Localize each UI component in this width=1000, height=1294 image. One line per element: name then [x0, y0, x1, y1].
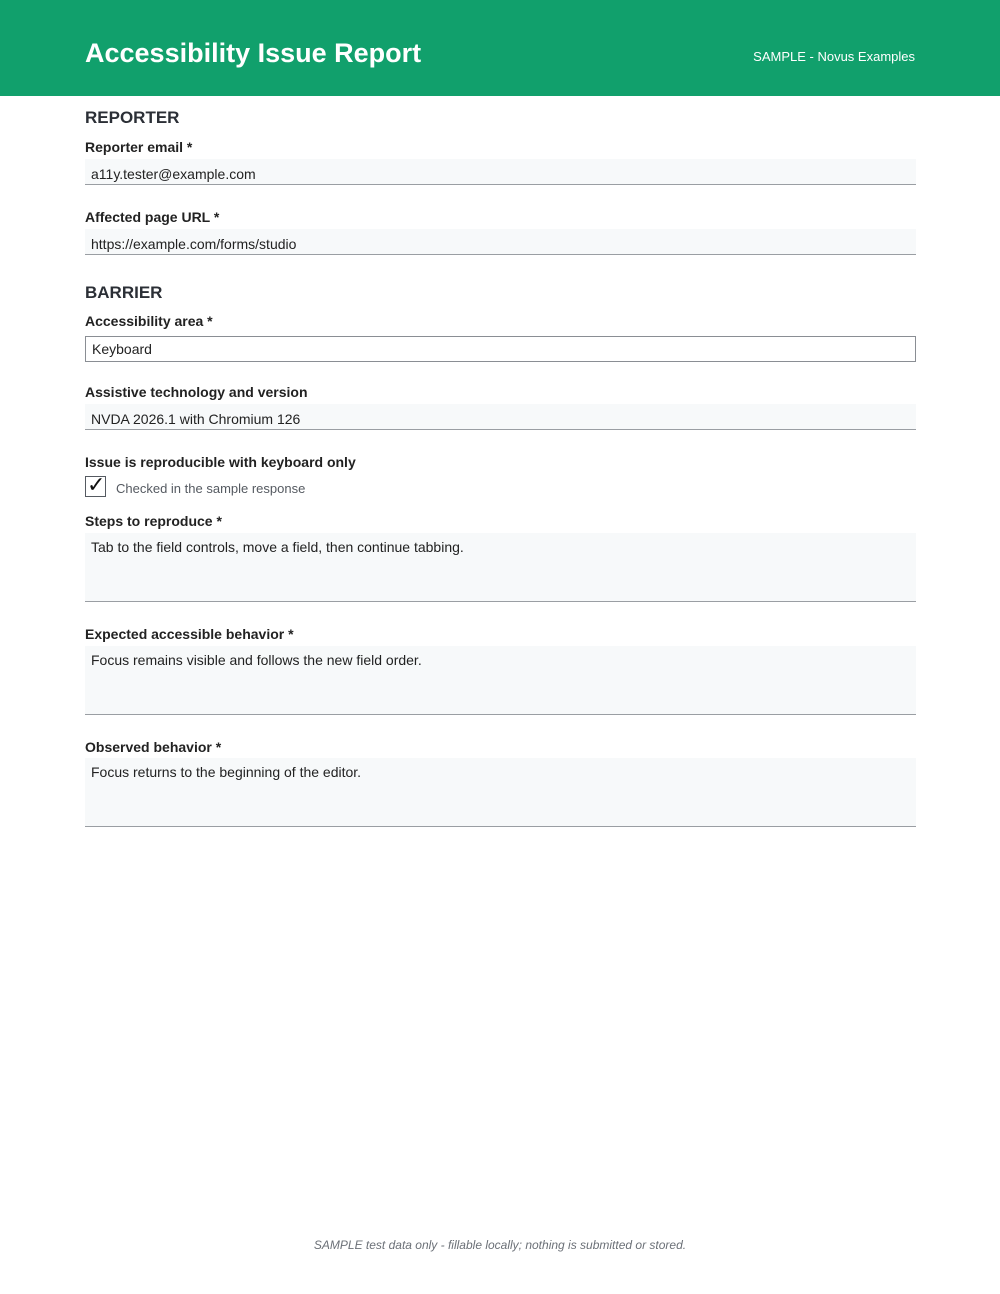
assistive-tech-field[interactable] [85, 404, 916, 430]
header-bar [0, 0, 1000, 96]
steps-label: Steps to reproduce * [85, 513, 222, 529]
affected-url-label: Affected page URL * [85, 209, 220, 225]
page-title: Accessibility Issue Report [85, 38, 422, 68]
keyboard-only-checkbox[interactable] [85, 473, 106, 498]
section-title-reporter: REPORTER [85, 108, 180, 127]
sample-tag: SAMPLE - Novus Examples [753, 49, 915, 64]
keyboard-only-caption: Checked in the sample response [116, 481, 306, 496]
reporter-email-field[interactable] [85, 159, 916, 185]
reporter-email-label: Reporter email * [85, 139, 193, 155]
section-title-barrier: BARRIER [85, 283, 163, 302]
steps-field[interactable] [85, 533, 916, 602]
assistive-tech-label: Assistive technology and version [85, 384, 308, 400]
expected-label: Expected accessible behavior * [85, 626, 294, 642]
affected-url-field[interactable] [85, 229, 916, 255]
checkmark-icon: ✓ [87, 473, 106, 498]
accessibility-area-select[interactable] [85, 336, 916, 362]
footer-note: SAMPLE test data only - fillable locally; nothing is submitted or stored. [313, 1238, 687, 1252]
observed-field[interactable] [85, 758, 916, 827]
observed-label: Observed behavior * [85, 739, 222, 755]
keyboard-only-label: Issue is reproducible with keyboard only [85, 454, 356, 470]
expected-field[interactable] [85, 646, 916, 715]
accessibility-area-value: Keyboard [92, 341, 152, 357]
accessibility-area-label: Accessibility area * [85, 313, 213, 329]
